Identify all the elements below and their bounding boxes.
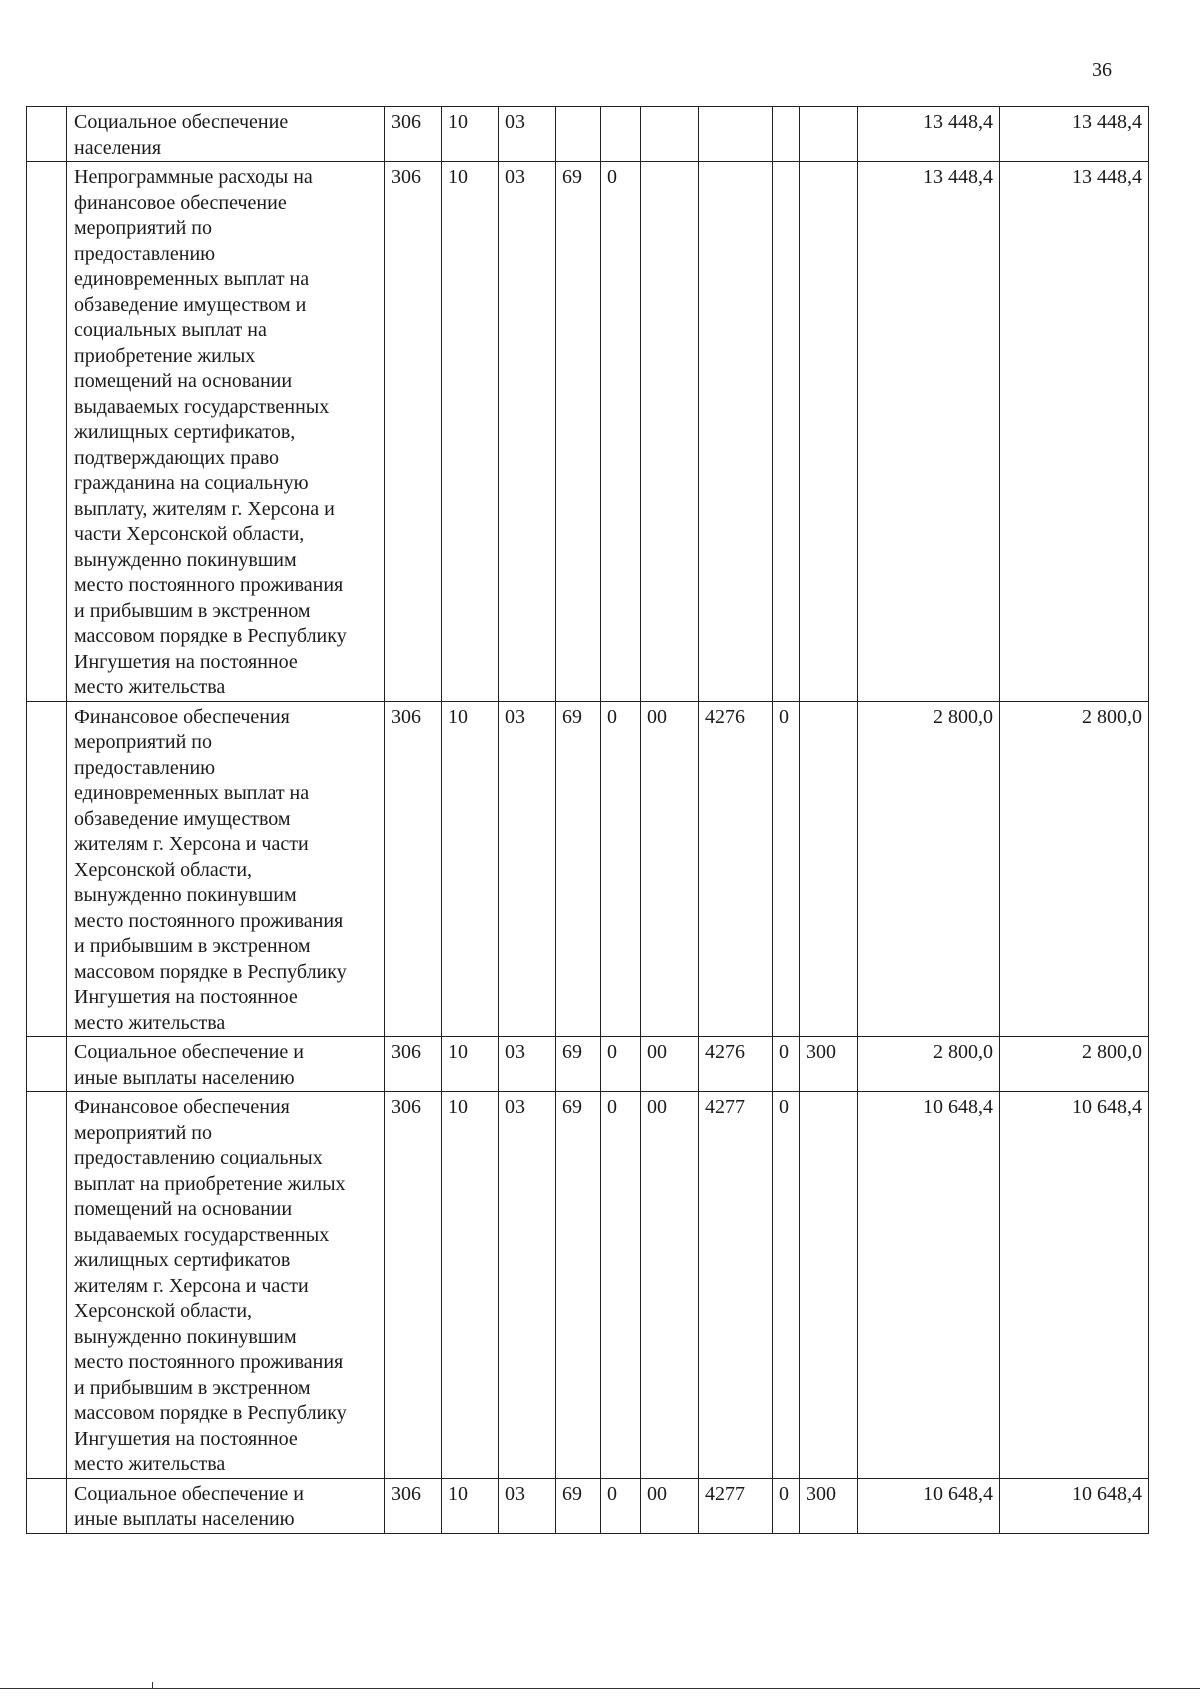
amount-year2-cell: 10 648,4	[1000, 1478, 1149, 1533]
amount-year1-cell: 10 648,4	[858, 1478, 1000, 1533]
vr-code-cell: 300	[800, 1037, 858, 1092]
table-row	[27, 107, 1149, 162]
cs-suffix-cell	[773, 107, 800, 162]
amount-year2-cell: 2 800,0	[1000, 701, 1149, 1037]
table-row	[27, 1037, 1149, 1092]
cs-subprogram-cell: 0	[601, 1478, 641, 1533]
pr-code-cell: 03	[499, 107, 556, 162]
rz-code-cell: 10	[442, 701, 499, 1037]
pr-code-cell: 03	[499, 162, 556, 702]
row-number-cell	[27, 107, 67, 162]
cs-program-cell	[556, 107, 601, 162]
gr-code-cell: 306	[385, 1478, 442, 1533]
row-number-cell	[27, 162, 67, 702]
table-row	[27, 1092, 1149, 1479]
amount-year1-cell: 10 648,4	[858, 1092, 1000, 1479]
cs-suffix-cell: 0	[773, 1478, 800, 1533]
pr-code-cell: 03	[499, 1478, 556, 1533]
vr-code-cell	[800, 107, 858, 162]
gr-code-cell: 306	[385, 162, 442, 702]
cs-suffix-cell: 0	[773, 1092, 800, 1479]
cs-event-cell: 00	[641, 701, 699, 1037]
cs-direction-cell	[699, 107, 773, 162]
cs-direction-cell: 4276	[699, 1037, 773, 1092]
cs-subprogram-cell: 0	[601, 162, 641, 702]
cs-event-cell: 00	[641, 1092, 699, 1479]
rz-code-cell: 10	[442, 107, 499, 162]
cs-direction-cell: 4277	[699, 1478, 773, 1533]
row-number-cell	[27, 1037, 67, 1092]
cs-direction-cell: 4276	[699, 701, 773, 1037]
cs-direction-cell	[699, 162, 773, 702]
cs-program-cell: 69	[556, 701, 601, 1037]
vr-code-cell: 300	[800, 1478, 858, 1533]
rz-code-cell: 10	[442, 1478, 499, 1533]
amount-year1-cell: 13 448,4	[858, 162, 1000, 702]
vr-code-cell	[800, 1092, 858, 1479]
cs-program-cell: 69	[556, 1037, 601, 1092]
cs-subprogram-cell: 0	[601, 701, 641, 1037]
row-number-cell	[27, 1478, 67, 1533]
gr-code-cell: 306	[385, 1037, 442, 1092]
page-bottom-tick	[152, 1682, 153, 1689]
row-number-cell	[27, 701, 67, 1037]
rz-code-cell: 10	[442, 162, 499, 702]
gr-code-cell: 306	[385, 701, 442, 1037]
cs-suffix-cell	[773, 162, 800, 702]
amount-year1-cell: 2 800,0	[858, 701, 1000, 1037]
cs-subprogram-cell	[601, 107, 641, 162]
expense-name-cell: Финансовое обеспечения мероприятий по предоставлению единовременных выплат на обзаведение имуществом жителям г. Херсона и части Херсонской области, вынужденно покинувшим место постоянного проживания и прибывшим в экстренном массовом порядке в Республику Ингушетия на постоянное место жительства	[67, 701, 385, 1037]
cs-subprogram-cell: 0	[601, 1092, 641, 1479]
rz-code-cell: 10	[442, 1037, 499, 1092]
table-row	[27, 162, 1149, 702]
expense-name-cell: Непрограммные расходы на финансовое обеспечение мероприятий по предоставлению единовременных выплат на обзаведение имуществом и социальных выплат на приобретение жилых помещений на основании выдаваемых государственных жилищных сертификатов, подтверждающих право гражданина на социальную выплату, жителям г. Херсона и части Херсонской области, вынужденно покинувшим место постоянного проживания и прибывшим в экстренном массовом порядке в Республику Ингушетия на постоянное место жительства	[67, 162, 385, 702]
pr-code-cell: 03	[499, 701, 556, 1037]
gr-code-cell: 306	[385, 107, 442, 162]
cs-subprogram-cell: 0	[601, 1037, 641, 1092]
rz-code-cell: 10	[442, 1092, 499, 1479]
cs-event-cell: 00	[641, 1478, 699, 1533]
vr-code-cell	[800, 162, 858, 702]
page-number: 36	[1092, 59, 1112, 81]
cs-suffix-cell: 0	[773, 701, 800, 1037]
cs-direction-cell: 4277	[699, 1092, 773, 1479]
expense-name-cell: Финансовое обеспечения мероприятий по предоставлению социальных выплат на приобретение жилых помещений на основании выдаваемых государственных жилищных сертификатов жителям г. Херсона и части Херсонской области, вынужденно покинувшим место постоянного проживания и прибывшим в экстренном массовом порядке в Республику Ингушетия на постоянное место жительства	[67, 1092, 385, 1479]
cs-program-cell: 69	[556, 162, 601, 702]
page-bottom-rule	[0, 1688, 1200, 1689]
cs-event-cell	[641, 107, 699, 162]
pr-code-cell: 03	[499, 1037, 556, 1092]
cs-event-cell	[641, 162, 699, 702]
budget-table	[26, 106, 1149, 1534]
vr-code-cell	[800, 701, 858, 1037]
gr-code-cell: 306	[385, 1092, 442, 1479]
amount-year2-cell: 13 448,4	[1000, 162, 1149, 702]
pr-code-cell: 03	[499, 1092, 556, 1479]
amount-year2-cell: 10 648,4	[1000, 1092, 1149, 1479]
cs-event-cell: 00	[641, 1037, 699, 1092]
amount-year1-cell: 2 800,0	[858, 1037, 1000, 1092]
expense-name-cell: Социальное обеспечение и иные выплаты населению	[67, 1037, 385, 1092]
table-row	[27, 701, 1149, 1037]
expense-name-cell: Социальное обеспечение населения	[67, 107, 385, 162]
table-row	[27, 1478, 1149, 1533]
amount-year2-cell: 13 448,4	[1000, 107, 1149, 162]
cs-suffix-cell: 0	[773, 1037, 800, 1092]
expense-name-cell: Социальное обеспечение и иные выплаты населению	[67, 1478, 385, 1533]
cs-program-cell: 69	[556, 1092, 601, 1479]
row-number-cell	[27, 1092, 67, 1479]
amount-year2-cell: 2 800,0	[1000, 1037, 1149, 1092]
cs-program-cell: 69	[556, 1478, 601, 1533]
amount-year1-cell: 13 448,4	[858, 107, 1000, 162]
